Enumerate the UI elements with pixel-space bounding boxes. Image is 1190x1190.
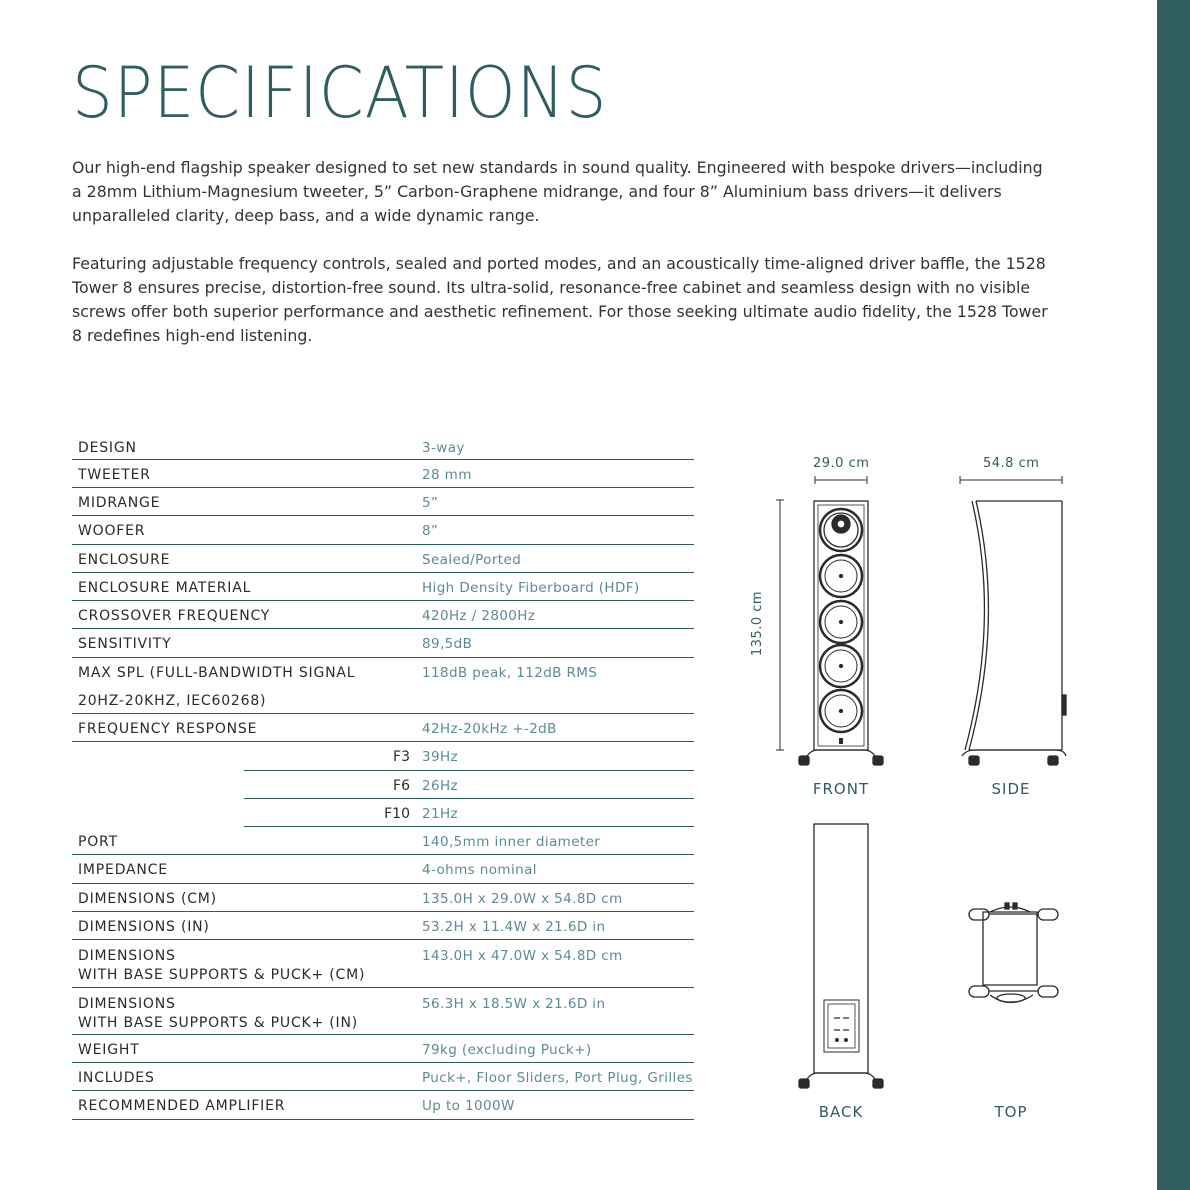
height-dimension-line: [776, 500, 784, 750]
spec-value: 53.2H x 11.4W x 21.6D in: [422, 919, 606, 935]
intro-paragraph-2: Featuring adjustable frequency controls, sealed and ported modes, and an acoustically time-aligned driver baffle, the 1528 Tower 8 ensures precise, distortion-free sound. Its ultra-solid, resonance-free cabinet and seamless design with no visible screws offer both superior performance and aesthetic refinement. For those seeking ultimate audio fidelity, the 1528 Tower 8 redefines high-end listening.: [72, 254, 1048, 345]
back-view-drawing: [799, 824, 883, 1088]
spec-value: 420Hz / 2800Hz: [422, 608, 536, 624]
height-dimension-label: 135.0 cm: [750, 590, 766, 657]
depth-dimension-line: [960, 476, 1062, 484]
spec-value: 26Hz: [422, 778, 459, 794]
spec-label: INCLUDES: [78, 1070, 155, 1086]
spec-label: DIMENSIONS: [78, 996, 176, 1012]
width-dimension-line: [815, 476, 867, 484]
woofer-driver-1: [820, 555, 862, 597]
side-base: [962, 750, 1066, 765]
spec-value: 39Hz: [422, 749, 459, 765]
spec-value: 28 mm: [422, 467, 472, 483]
side-view-drawing: [962, 501, 1066, 765]
spec-value: 143.0H x 47.0W x 54.8D cm: [422, 948, 623, 964]
width-dimension-label: 29.0 cm: [813, 456, 870, 471]
spec-label: IMPEDANCE: [78, 862, 168, 878]
spec-label: RECOMMENDED AMPLIFIER: [78, 1098, 286, 1114]
spec-value: 5”: [422, 495, 439, 511]
spec-value: Sealed/Ported: [422, 552, 522, 568]
back-view-label: BACK: [818, 1103, 864, 1121]
tweeter-driver: [820, 509, 862, 551]
spec-label: DIMENSIONS (IN): [78, 919, 210, 935]
spec-label: TWEETER: [78, 467, 151, 483]
front-base: [799, 750, 883, 765]
spec-value: 140,5mm inner diameter: [422, 834, 601, 850]
woofer-driver-4: [820, 690, 862, 732]
spec-label: ENCLOSURE MATERIAL: [78, 580, 252, 596]
spec-value: 42Hz-20kHz +-2dB: [422, 721, 557, 737]
woofer-driver-2: [820, 601, 862, 643]
spec-value: 89,5dB: [422, 636, 473, 652]
spec-value: 4-ohms nominal: [422, 862, 537, 878]
spec-label: MAX SPL (FULL-BANDWIDTH SIGNAL: [78, 665, 356, 681]
spec-value: Up to 1000W: [422, 1098, 515, 1114]
spec-label: FREQUENCY RESPONSE: [78, 721, 258, 737]
spec-value: 56.3H x 18.5W x 21.6D in: [422, 996, 606, 1012]
intro-paragraph-1: Our high-end flagship speaker designed to set new standards in sound quality. Engineered with bespoke drivers—including a 28mm Lithium-Magnesium tweeter, 5” Carbon-Graphene midrange, and four 8” Aluminium bass drivers—it delivers unparalleled clarity, deep bass, and a wide dynamic range.: [72, 158, 1043, 225]
top-view-label: TOP: [994, 1103, 1028, 1121]
spec-label: DIMENSIONS: [78, 948, 176, 964]
spec-label: SENSITIVITY: [78, 636, 172, 652]
spec-sub-code: F6: [393, 778, 410, 794]
spec-label: PORT: [78, 834, 118, 850]
spec-sub-code: F3: [393, 749, 410, 765]
spec-label: ENCLOSURE: [78, 552, 171, 568]
spec-value: 3-way: [422, 440, 465, 456]
spec-label: MIDRANGE: [78, 495, 161, 511]
page-title: SPECIFICATIONS: [72, 52, 608, 134]
depth-dimension-label: 54.8 cm: [983, 456, 1040, 471]
spec-label-line2: WITH BASE SUPPORTS & PUCK+ (IN): [78, 1015, 359, 1031]
spec-value: 8”: [422, 523, 439, 539]
spec-sub-code: F10: [384, 806, 410, 822]
spec-value: 79kg (excluding Puck+): [422, 1042, 592, 1058]
spec-label: DESIGN: [78, 440, 137, 456]
side-view-label: SIDE: [991, 780, 1031, 798]
spec-label: WEIGHT: [78, 1042, 140, 1058]
spec-label: CROSSOVER FREQUENCY: [78, 608, 271, 624]
top-view-drawing: [969, 903, 1058, 1003]
spec-label-line2: 20HZ-20KHZ, IEC60268): [78, 693, 267, 709]
spec-value: 135.0H x 29.0W x 54.8D cm: [422, 891, 623, 907]
front-view-label: FRONT: [812, 780, 870, 798]
front-view-drawing: [799, 501, 883, 765]
spec-value: Puck+, Floor Sliders, Port Plug, Grilles: [422, 1070, 693, 1086]
spec-value: 21Hz: [422, 806, 459, 822]
woofer-driver-3: [820, 645, 862, 687]
spec-label-line2: WITH BASE SUPPORTS & PUCK+ (CM): [78, 967, 366, 983]
spec-value: 118dB peak, 112dB RMS: [422, 665, 598, 681]
spec-label: WOOFER: [78, 523, 146, 539]
back-base: [799, 1073, 883, 1088]
spec-label: DIMENSIONS (CM): [78, 891, 217, 907]
spec-value: High Density Fiberboard (HDF): [422, 580, 640, 596]
